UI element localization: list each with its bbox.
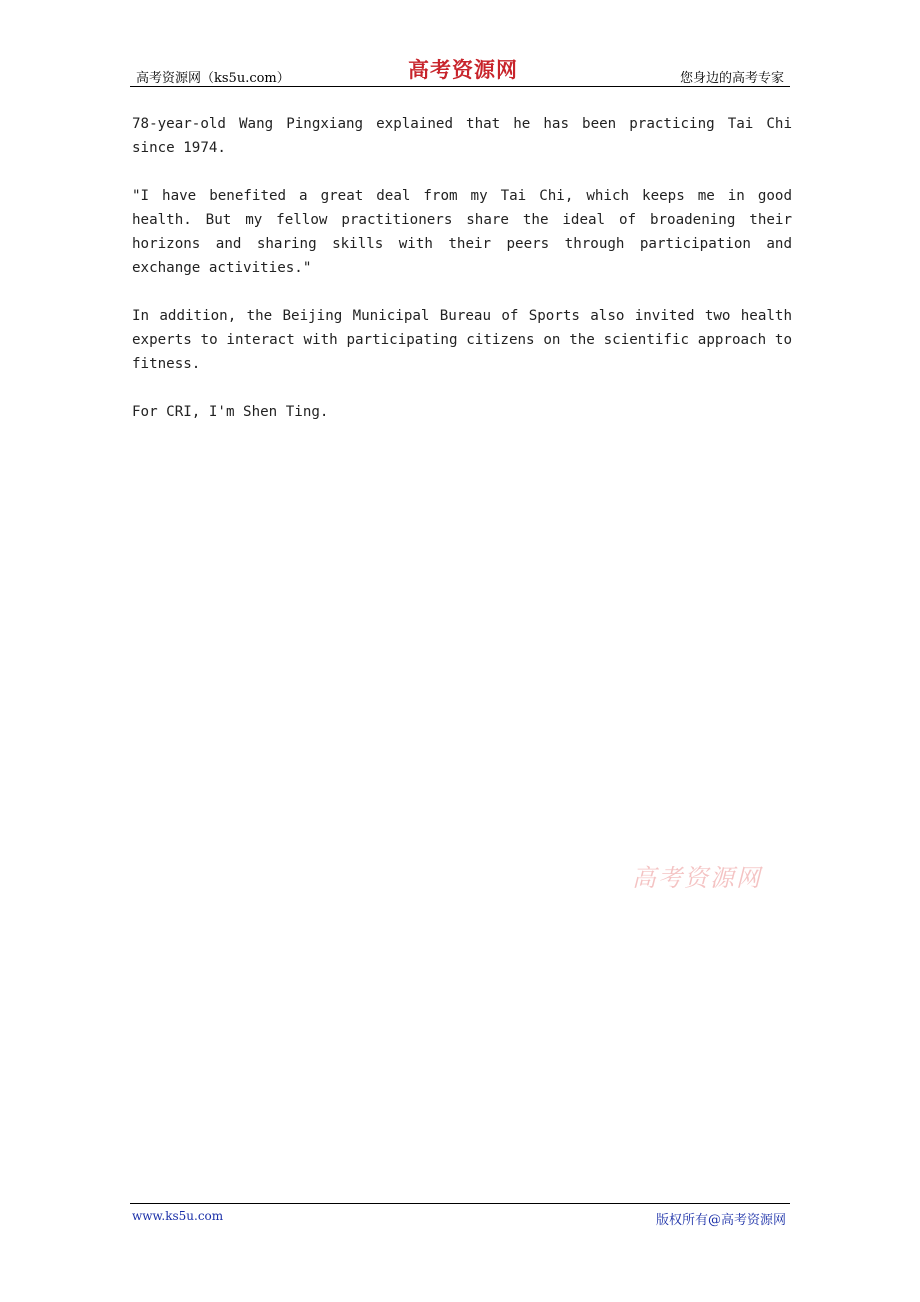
site-slogan: 您身边的高考专家 (679, 71, 784, 86)
page-header (130, 52, 790, 87)
site-name: 高考资源网（ks5u.com） (136, 71, 290, 86)
paragraph-3: In addition, the Beijing Municipal Bureau of Sports also invited two health experts to interact with participating citizens on the scientific approach to fitness. (132, 308, 792, 372)
paragraph-2: "I have benefited a great deal from my Tai Chi, which keeps me in good health. But my fellow practitioners share the ideal of broadening their horizons and sharing skills with their peers through participation and exchange activities." (132, 188, 792, 276)
site-logo: 高考资源网 (408, 57, 518, 82)
article-body (132, 112, 792, 448)
watermark-logo: 高考资源网 (632, 864, 762, 892)
paragraph-4: For CRI, I'm Shen Ting. (132, 404, 329, 420)
paragraph-1: 78-year-old Wang Pingxiang explained that he has been practicing Tai Chi since 1974. (132, 116, 792, 156)
footer-website-link[interactable]: www.ks5u.com (132, 1209, 224, 1223)
page-footer (130, 1203, 790, 1234)
footer-copyright: 版权所有@高考资源网 (655, 1213, 786, 1228)
